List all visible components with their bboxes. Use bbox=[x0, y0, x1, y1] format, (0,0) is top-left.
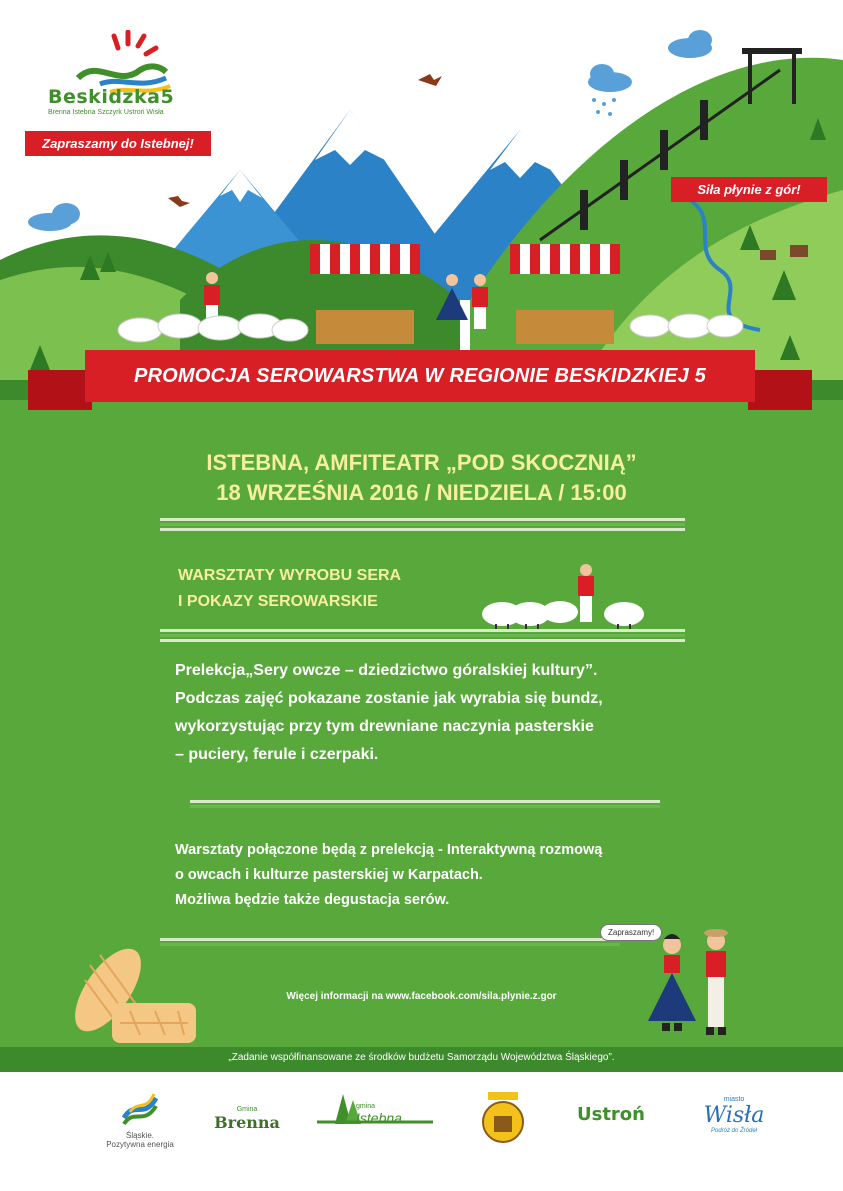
workshop-line-2: I POKAZY SEROWARSKIE bbox=[178, 593, 378, 610]
brand-name: Beskidzka5 bbox=[48, 86, 175, 108]
note-line: Możliwa będzie także degustacja serów. bbox=[175, 892, 450, 908]
invite-tag: Zapraszamy do Istebnej! bbox=[25, 131, 211, 156]
partner-logos bbox=[0, 1090, 843, 1170]
lecture-line: – puciery, ferule i czerpaki. bbox=[175, 746, 379, 763]
istebna-logo: gmina Istebna bbox=[310, 1090, 440, 1126]
banner-fold-left bbox=[28, 370, 92, 410]
event-place: ISTEBNA, AMFITEATR „POD SKOCZNIĄ” bbox=[206, 450, 637, 475]
divider bbox=[190, 800, 660, 808]
lecture-line: Podczas zajęć pokazane zostanie jak wyrabia się bundz, bbox=[175, 690, 603, 707]
sheep-and-shepherd-illustration bbox=[478, 556, 658, 636]
more-info-link[interactable]: Więcej informacji na www.facebook.com/sila.plynie.z.gor bbox=[286, 991, 557, 1002]
event-datetime: 18 WRZEŚNIA 2016 / NIEDZIELA / 15:00 bbox=[216, 480, 627, 505]
divider bbox=[160, 518, 685, 533]
slogan-tag: Siła płynie z gór! bbox=[671, 177, 827, 202]
lecture-description bbox=[175, 657, 603, 769]
szczyrk-logo bbox=[478, 1090, 528, 1151]
brand-towns: Brenna Istebna Szczyrk Ustroń Wisła bbox=[48, 109, 164, 116]
brenna-logo: Gmina Brenna bbox=[214, 1106, 280, 1132]
lecture-line: Prelekcja„Sery owcze – dziedzictwo góralskiej kultury”. bbox=[175, 662, 598, 679]
wisla-logo: miasto Wisła Podróż do Źródeł bbox=[703, 1096, 765, 1134]
workshop-title bbox=[178, 563, 401, 615]
event-heading bbox=[0, 448, 843, 508]
highlander-couple bbox=[636, 925, 746, 1045]
funding-text: „Zadanie współfinansowane ze środków budżetu Samorządu Województwa Śląskiego”. bbox=[228, 1052, 615, 1063]
banner-fold-right bbox=[748, 370, 812, 410]
ustron-logo: Ustroń bbox=[577, 1104, 645, 1125]
slaskie-logo: Śląskie. Pozytywna energia bbox=[95, 1090, 185, 1149]
divider bbox=[160, 629, 685, 644]
workshop-note bbox=[175, 838, 602, 913]
note-line: o owcach i kulturze pasterskiej w Karpatach. bbox=[175, 867, 483, 883]
divider bbox=[160, 938, 620, 946]
lecture-line: wykorzystując przy tym drewniane naczynia pasterskie bbox=[175, 718, 594, 735]
note-line: Warsztaty połączone będą z prelekcją - Interaktywną rozmową bbox=[175, 842, 603, 858]
title-banner: PROMOCJA SEROWARSTWA W REGIONIE BESKIDZKIEJ 5 bbox=[85, 350, 755, 402]
greeting-bubble: Zapraszamy! bbox=[600, 924, 662, 941]
workshop-line-1: WARSZTATY WYROBU SERA bbox=[178, 567, 402, 584]
